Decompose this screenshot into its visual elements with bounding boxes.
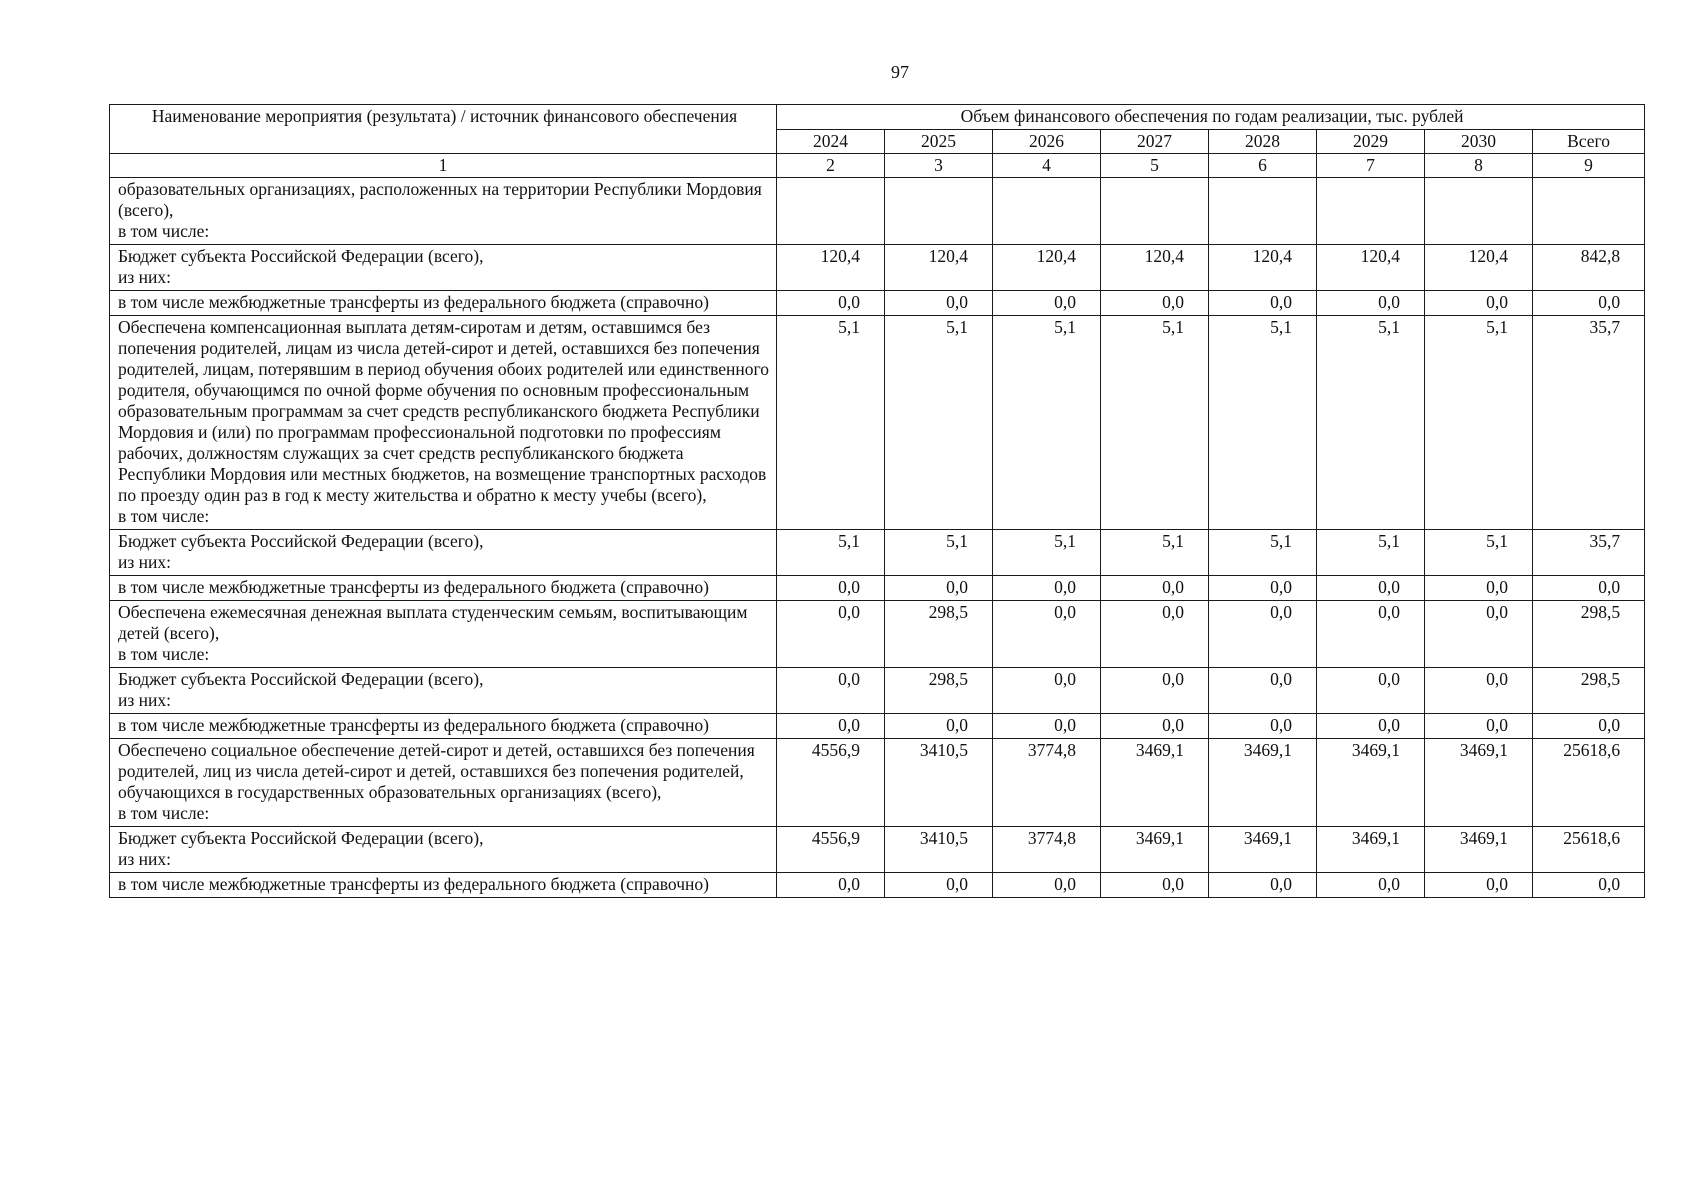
value-cell: 5,1 xyxy=(993,316,1101,530)
table-row xyxy=(110,530,1645,576)
value-cell: 3469,1 xyxy=(1317,739,1425,827)
value-cell xyxy=(1317,178,1425,245)
value-cell: 0,0 xyxy=(1101,668,1209,714)
value-cell: 4556,9 xyxy=(777,827,885,873)
column-number-cell: 2 xyxy=(777,154,885,178)
column-numbers-row xyxy=(110,154,1645,178)
header-name-cell: Наименование мероприятия (результата) / источник финансового обеспечения xyxy=(110,105,777,154)
value-cell: 0,0 xyxy=(1425,668,1533,714)
value-cell: 120,4 xyxy=(1101,245,1209,291)
value-cell xyxy=(1209,178,1317,245)
value-cell: 0,0 xyxy=(777,601,885,668)
value-cell xyxy=(1101,178,1209,245)
value-cell: 0,0 xyxy=(1425,576,1533,601)
value-cell: 0,0 xyxy=(1101,714,1209,739)
row-name-cell: в том числе межбюджетные трансферты из федерального бюджета (справочно) xyxy=(110,714,777,739)
value-cell xyxy=(1425,178,1533,245)
row-name-cell: в том числе межбюджетные трансферты из федерального бюджета (справочно) xyxy=(110,873,777,898)
column-number-cell: 3 xyxy=(885,154,993,178)
financing-table xyxy=(109,104,1645,898)
column-number-cell: 8 xyxy=(1425,154,1533,178)
value-cell: 0,0 xyxy=(1425,601,1533,668)
value-cell: 298,5 xyxy=(885,668,993,714)
value-cell: 0,0 xyxy=(993,601,1101,668)
value-cell: 0,0 xyxy=(1209,668,1317,714)
value-cell: 0,0 xyxy=(1317,873,1425,898)
value-cell: 3469,1 xyxy=(1101,827,1209,873)
value-cell: 3410,5 xyxy=(885,739,993,827)
table-row xyxy=(110,245,1645,291)
header-year-cell: 2029 xyxy=(1317,130,1425,154)
value-cell: 5,1 xyxy=(777,316,885,530)
value-cell: 0,0 xyxy=(1209,714,1317,739)
value-cell: 4556,9 xyxy=(777,739,885,827)
value-cell: 0,0 xyxy=(1209,873,1317,898)
value-cell: 5,1 xyxy=(1101,530,1209,576)
value-cell: 0,0 xyxy=(777,668,885,714)
value-cell: 0,0 xyxy=(1425,291,1533,316)
row-name-cell: Обеспечена ежемесячная денежная выплата студенческим семьям, воспитывающим детей (всего), в том числе: xyxy=(110,601,777,668)
value-cell: 3774,8 xyxy=(993,739,1101,827)
column-number-cell: 7 xyxy=(1317,154,1425,178)
table-row xyxy=(110,873,1645,898)
value-cell: 0,0 xyxy=(1317,601,1425,668)
value-cell: 0,0 xyxy=(993,576,1101,601)
column-number-cell: 9 xyxy=(1533,154,1645,178)
table-row xyxy=(110,316,1645,530)
value-cell: 5,1 xyxy=(1317,316,1425,530)
value-cell: 0,0 xyxy=(1209,291,1317,316)
row-name-cell: Бюджет субъекта Российской Федерации (всего), из них: xyxy=(110,668,777,714)
page-number: 97 xyxy=(891,62,909,82)
value-cell: 842,8 xyxy=(1533,245,1645,291)
value-cell: 3469,1 xyxy=(1209,827,1317,873)
value-cell: 0,0 xyxy=(777,714,885,739)
value-cell: 120,4 xyxy=(1209,245,1317,291)
value-cell: 0,0 xyxy=(1101,873,1209,898)
table-body xyxy=(110,154,1645,898)
value-cell: 25618,6 xyxy=(1533,827,1645,873)
value-cell: 0,0 xyxy=(885,714,993,739)
value-cell: 3469,1 xyxy=(1317,827,1425,873)
row-name-cell: Бюджет субъекта Российской Федерации (всего), из них: xyxy=(110,530,777,576)
value-cell: 120,4 xyxy=(1425,245,1533,291)
value-cell: 3469,1 xyxy=(1425,739,1533,827)
value-cell: 0,0 xyxy=(1317,576,1425,601)
value-cell: 5,1 xyxy=(1209,316,1317,530)
value-cell: 298,5 xyxy=(1533,668,1645,714)
value-cell: 25618,6 xyxy=(1533,739,1645,827)
row-name-cell: Бюджет субъекта Российской Федерации (всего), из них: xyxy=(110,827,777,873)
header-volume-cell: Объем финансового обеспечения по годам реализации, тыс. рублей xyxy=(777,105,1645,130)
value-cell: 0,0 xyxy=(777,873,885,898)
value-cell: 35,7 xyxy=(1533,316,1645,530)
value-cell: 5,1 xyxy=(885,316,993,530)
header-year-cell: 2027 xyxy=(1101,130,1209,154)
value-cell: 298,5 xyxy=(885,601,993,668)
value-cell: 0,0 xyxy=(885,291,993,316)
value-cell: 0,0 xyxy=(993,291,1101,316)
value-cell xyxy=(993,178,1101,245)
table-row xyxy=(110,714,1645,739)
value-cell: 5,1 xyxy=(993,530,1101,576)
table-row xyxy=(110,739,1645,827)
value-cell: 120,4 xyxy=(885,245,993,291)
value-cell: 0,0 xyxy=(1101,601,1209,668)
header-year-cell: 2026 xyxy=(993,130,1101,154)
value-cell: 0,0 xyxy=(777,576,885,601)
value-cell: 5,1 xyxy=(1425,530,1533,576)
value-cell xyxy=(777,178,885,245)
value-cell: 5,1 xyxy=(777,530,885,576)
value-cell: 0,0 xyxy=(993,873,1101,898)
value-cell: 3469,1 xyxy=(1209,739,1317,827)
column-number-cell: 1 xyxy=(110,154,777,178)
value-cell: 0,0 xyxy=(1533,873,1645,898)
value-cell: 0,0 xyxy=(1533,291,1645,316)
header-year-cell: 2030 xyxy=(1425,130,1533,154)
column-number-cell: 4 xyxy=(993,154,1101,178)
value-cell: 120,4 xyxy=(1317,245,1425,291)
table-row xyxy=(110,827,1645,873)
value-cell: 0,0 xyxy=(1101,291,1209,316)
value-cell: 0,0 xyxy=(1425,714,1533,739)
value-cell xyxy=(1533,178,1645,245)
value-cell: 3410,5 xyxy=(885,827,993,873)
value-cell: 0,0 xyxy=(885,576,993,601)
value-cell: 5,1 xyxy=(1425,316,1533,530)
row-name-cell: в том числе межбюджетные трансферты из федерального бюджета (справочно) xyxy=(110,576,777,601)
value-cell: 0,0 xyxy=(1317,291,1425,316)
row-name-cell: Бюджет субъекта Российской Федерации (всего), из них: xyxy=(110,245,777,291)
value-cell: 3469,1 xyxy=(1101,739,1209,827)
value-cell: 0,0 xyxy=(993,714,1101,739)
value-cell: 0,0 xyxy=(1209,601,1317,668)
value-cell: 0,0 xyxy=(1533,576,1645,601)
value-cell: 0,0 xyxy=(1101,576,1209,601)
row-name-cell: образовательных организациях, расположенных на территории Республики Мордовия (всего), в том числе: xyxy=(110,178,777,245)
value-cell: 120,4 xyxy=(993,245,1101,291)
value-cell: 0,0 xyxy=(885,873,993,898)
value-cell: 3469,1 xyxy=(1425,827,1533,873)
header-year-cell: Всего xyxy=(1533,130,1645,154)
value-cell: 0,0 xyxy=(1317,714,1425,739)
value-cell: 0,0 xyxy=(1425,873,1533,898)
row-name-cell: Обеспечено социальное обеспечение детей-сирот и детей, оставшихся без попечения родителей, лиц из числа детей-сирот и детей, оставшихся без попечения родителей, обучающихся в государственных образовательных организациях (всего), в том числе: xyxy=(110,739,777,827)
header-year-cell: 2025 xyxy=(885,130,993,154)
value-cell: 0,0 xyxy=(1533,714,1645,739)
value-cell: 5,1 xyxy=(885,530,993,576)
table-row xyxy=(110,601,1645,668)
table-row xyxy=(110,576,1645,601)
value-cell: 0,0 xyxy=(993,668,1101,714)
value-cell: 0,0 xyxy=(1317,668,1425,714)
header-year-cell: 2024 xyxy=(777,130,885,154)
value-cell: 0,0 xyxy=(1209,576,1317,601)
column-number-cell: 5 xyxy=(1101,154,1209,178)
header-year-cell: 2028 xyxy=(1209,130,1317,154)
value-cell xyxy=(885,178,993,245)
value-cell: 0,0 xyxy=(777,291,885,316)
row-name-cell: Обеспечена компенсационная выплата детям-сиротам и детям, оставшимся без попечения родителей, лицам из числа детей-сирот и детей, оставшихся без попечения родителей, лицам, потерявшим в период обучения обоих родителей или единственного родителя, обучающимся по очной форме обучения по основным профессиональным образовательным программам за счет средств республиканского бюджета Республики Мордовия и (или) по программам профессиональной подготовки по профессиям рабочих, должностям служащих за счет средств республиканского бюджета Республики Мордовия или местных бюджетов, на возмещение транспортных расходов по проезду один раз в год к месту жительства и обратно к месту учебы (всего), в том числе: xyxy=(110,316,777,530)
value-cell: 5,1 xyxy=(1317,530,1425,576)
table-row xyxy=(110,291,1645,316)
column-number-cell: 6 xyxy=(1209,154,1317,178)
value-cell: 5,1 xyxy=(1101,316,1209,530)
value-cell: 35,7 xyxy=(1533,530,1645,576)
value-cell: 120,4 xyxy=(777,245,885,291)
value-cell: 298,5 xyxy=(1533,601,1645,668)
table-row xyxy=(110,178,1645,245)
value-cell: 3774,8 xyxy=(993,827,1101,873)
value-cell: 5,1 xyxy=(1209,530,1317,576)
table-row xyxy=(110,668,1645,714)
table-header xyxy=(110,105,1645,154)
row-name-cell: в том числе межбюджетные трансферты из федерального бюджета (справочно) xyxy=(110,291,777,316)
